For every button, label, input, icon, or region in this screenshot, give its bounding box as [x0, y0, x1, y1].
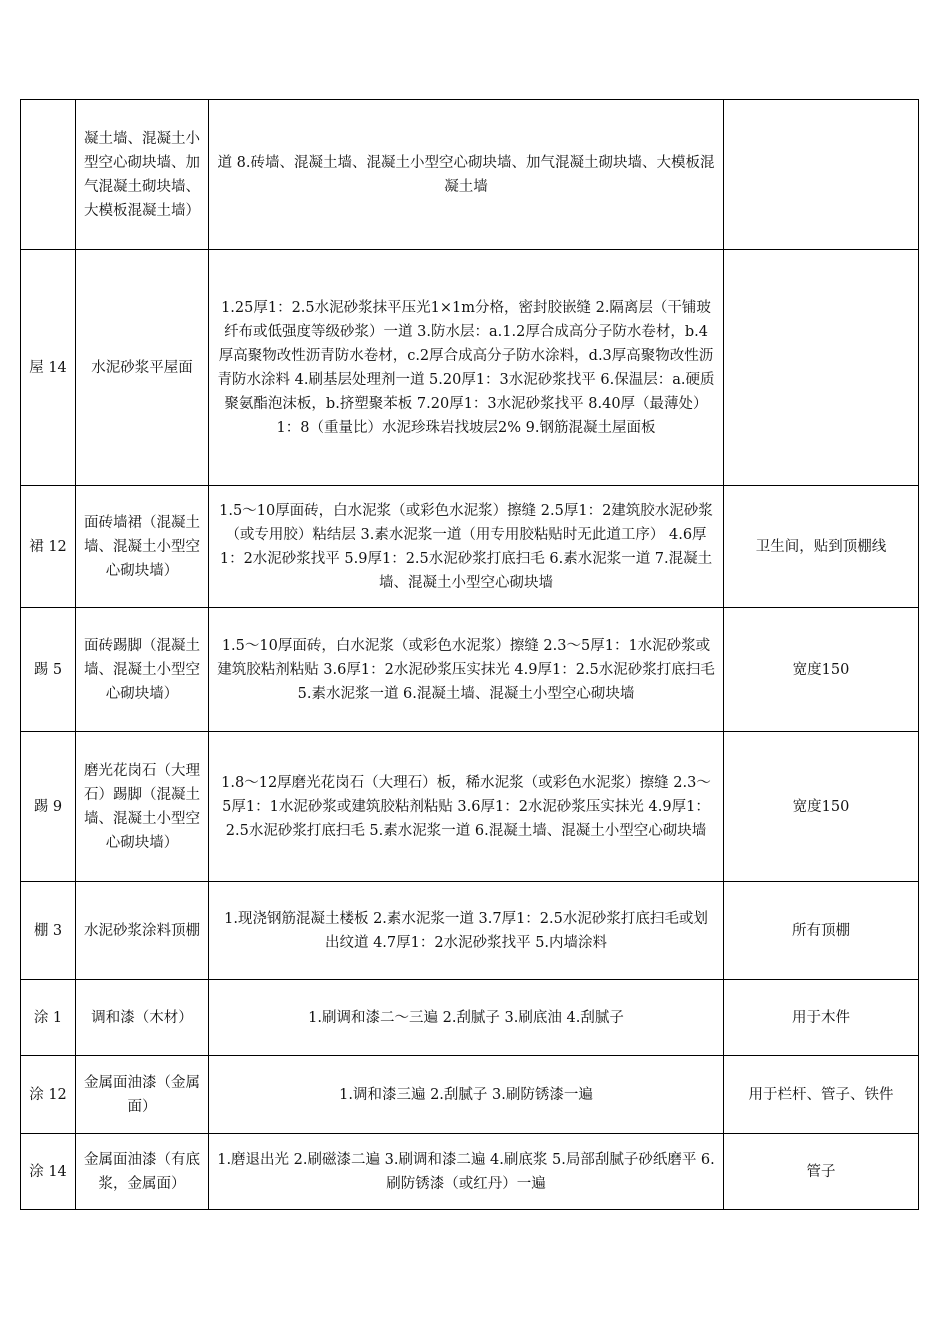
- table-row: [21, 608, 919, 732]
- method-cell: 1.现浇钢筋混凝土楼板 2.素水泥浆一道 3.7厚1：2.5水泥砂浆打底扫毛或划出纹道 4.7厚1：2水泥砂浆找平 5.内墙涂料: [209, 882, 724, 980]
- method-cell: 1.8～12厚磨光花岗石（大理石）板，稀水泥浆（或彩色水泥浆）擦缝 2.3～5厚1：1水泥砂浆或建筑胶粘剂粘贴 3.6厚1：2水泥砂浆压实抹光 4.9厚1：2.5水泥砂浆打底扫毛 5.素水泥浆一道 6.混凝土墙、混凝土小型空心砌块墙: [209, 732, 724, 882]
- name-cell: 水泥砂浆涂料顶棚: [76, 882, 209, 980]
- method-cell: 1.调和漆三遍 2.刮腻子 3.刷防锈漆一遍: [209, 1056, 724, 1134]
- note-cell: 用于木件: [724, 980, 919, 1056]
- code-cell: 踢 9: [21, 732, 76, 882]
- code-cell: 棚 3: [21, 882, 76, 980]
- code-cell: 涂 12: [21, 1056, 76, 1134]
- method-cell: 道 8.砖墙、混凝土墙、混凝土小型空心砌块墙、加气混凝土砌块墙、大模板混凝土墙: [209, 100, 724, 250]
- note-cell: 卫生间，贴到顶棚线: [724, 486, 919, 608]
- note-cell: 宽度150: [724, 608, 919, 732]
- code-cell: [21, 100, 76, 250]
- name-cell: 金属面油漆（金属面）: [76, 1056, 209, 1134]
- method-cell: 1.25厚1：2.5水泥砂浆抹平压光1×1m分格，密封胶嵌缝 2.隔离层（干铺玻纤布或低强度等级砂浆）一道 3.防水层：a.1.2厚合成高分子防水卷材，b.4厚高聚物改性沥青防水卷材，c.2厚合成高分子防水涂料，d.3厚高聚物改性沥青防水涂料 4.刷基层处理剂一道 5.20厚1：3水泥砂浆找平 6.保温层：a.硬质聚氨酯泡沫板，b.挤塑聚苯板 7.20厚1：3水泥砂浆找平 8.40厚（最薄处）1：8（重量比）水泥珍珠岩找坡层2% 9.钢筋混凝土屋面板: [209, 250, 724, 486]
- note-cell: [724, 250, 919, 486]
- name-cell: 磨光花岗石（大理石）踢脚（混凝土墙、混凝土小型空心砌块墙）: [76, 732, 209, 882]
- note-cell: 所有顶棚: [724, 882, 919, 980]
- note-cell: [724, 100, 919, 250]
- name-cell: 凝土墙、混凝土小型空心砌块墙、加气混凝土砌块墙、大模板混凝土墙）: [76, 100, 209, 250]
- table-row: [21, 486, 919, 608]
- method-cell: 1.5～10厚面砖，白水泥浆（或彩色水泥浆）擦缝 2.5厚1：2建筑胶水泥砂浆（或专用胶）粘结层 3.素水泥浆一道（用专用胶粘贴时无此道工序） 4.6厚1：2水泥砂浆找平 5.9厚1：2.5水泥砂浆打底扫毛 6.素水泥浆一道 7.混凝土墙、混凝土小型空心砌块墙: [209, 486, 724, 608]
- table-row: [21, 100, 919, 250]
- table-row: [21, 1134, 919, 1210]
- method-cell: 1.磨退出光 2.刷磁漆二遍 3.刷调和漆二遍 4.刷底浆 5.局部刮腻子砂纸磨平 6.刷防锈漆（或红丹）一遍: [209, 1134, 724, 1210]
- table-row: [21, 882, 919, 980]
- name-cell: 调和漆（木材）: [76, 980, 209, 1056]
- table-row: [21, 1056, 919, 1134]
- code-cell: 裙 12: [21, 486, 76, 608]
- code-cell: 屋 14: [21, 250, 76, 486]
- table-row: [21, 250, 919, 486]
- name-cell: 金属面油漆（有底浆，金属面）: [76, 1134, 209, 1210]
- code-cell: 涂 14: [21, 1134, 76, 1210]
- finish-schedule-table: [20, 99, 919, 1210]
- name-cell: 面砖墙裙（混凝土墙、混凝土小型空心砌块墙）: [76, 486, 209, 608]
- table-row: [21, 732, 919, 882]
- note-cell: 用于栏杆、管子、铁件: [724, 1056, 919, 1134]
- method-cell: 1.刷调和漆二～三遍 2.刮腻子 3.刷底油 4.刮腻子: [209, 980, 724, 1056]
- note-cell: 宽度150: [724, 732, 919, 882]
- note-cell: 管子: [724, 1134, 919, 1210]
- code-cell: 涂 1: [21, 980, 76, 1056]
- method-cell: 1.5～10厚面砖，白水泥浆（或彩色水泥浆）擦缝 2.3～5厚1：1水泥砂浆或建筑胶粘剂粘贴 3.6厚1：2水泥砂浆压实抹光 4.9厚1：2.5水泥砂浆打底扫毛 5.素水泥浆一道 6.混凝土墙、混凝土小型空心砌块墙: [209, 608, 724, 732]
- name-cell: 水泥砂浆平屋面: [76, 250, 209, 486]
- name-cell: 面砖踢脚（混凝土墙、混凝土小型空心砌块墙）: [76, 608, 209, 732]
- code-cell: 踢 5: [21, 608, 76, 732]
- table-row: [21, 980, 919, 1056]
